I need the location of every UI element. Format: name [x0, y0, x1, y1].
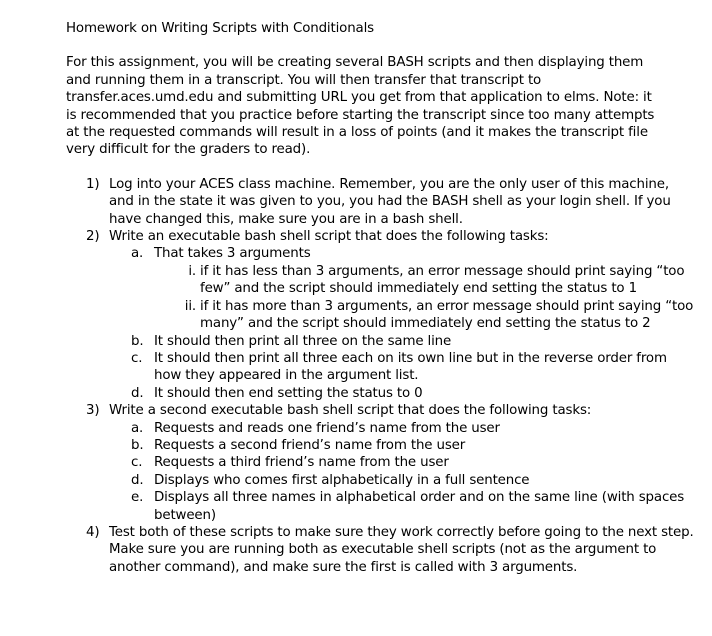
step-2-item-d-text: It should then end setting the status to 0: [154, 385, 423, 401]
step-2-item-a-sub-i: [66, 263, 696, 298]
step-3-item-c-text: Requests a third friend’s name from the user: [154, 455, 449, 471]
step-2-item-a-text: That takes 3 arguments: [154, 246, 311, 262]
step-3-item-e-text: Displays all three names in alphabetical order and on the same line (with spaces between): [154, 490, 685, 523]
step-2-item-a-sub-i-numeral: i.: [188, 263, 196, 279]
step-2-text: Write an executable bash shell script that does the following tasks:: [109, 229, 549, 245]
step-3-item-a: [66, 420, 696, 437]
step-2-item-a-sub-ii-numeral: ii.: [184, 298, 196, 314]
step-2-item-a-sub-ii-text: if it has more than 3 arguments, an error message should print saying “too many” and the script should immediately end setting the status to 2: [200, 298, 694, 332]
step-2-item-c-text: It should then print all three each on its own line but in the reverse order from how they appeared in the argument list.: [154, 350, 667, 384]
step-3-item-e-letter: e.: [131, 490, 144, 506]
step-2-number: 2): [86, 229, 100, 245]
step-2-item-a-sub-ii: [66, 298, 696, 333]
intro-paragraph: For this assignment, you will be creating several BASH scripts and then displaying them and running them in a transcript. You will then transfer that transcript to transfer.aces.umd.edu and submitting URL you get from that application to elms. Note: it is recommended that you practice before starting the transcript since too many attempts at the requested commands will result in a loss of points (and it makes the transcript file very difficult for the graders to read).: [66, 55, 655, 158]
step-4-text: Test both of these scripts to make sure they work correctly before going to the next step. Make sure you are running both as executable shell scripts (not as the argument to another command), and make sure the first is called with 3 arguments.: [109, 524, 694, 575]
step-2-item-b: [66, 333, 696, 350]
step-2-item-a-sub-i-text: if it has less than 3 arguments, an error message should print saying “too few” and the script should immediately end setting the status to 1: [200, 263, 685, 297]
step-3-item-e: [66, 489, 696, 524]
step-3-item-b-letter: b.: [131, 437, 144, 453]
step-1-number: 1): [86, 176, 100, 192]
step-3-item-d: [66, 472, 696, 489]
step-2: [66, 228, 696, 245]
step-2-item-b-text: It should then print all three on the same line: [154, 333, 452, 349]
step-3-item-c-letter: c.: [131, 455, 143, 471]
step-4: [66, 524, 696, 576]
step-3-item-c: [66, 454, 696, 471]
step-1: [66, 176, 696, 228]
step-3-item-b-text: Requests a second friend’s name from the user: [154, 437, 466, 453]
step-3-item-d-text: Displays who comes first alphabetically in a full sentence: [154, 472, 530, 488]
document-body: [66, 20, 696, 576]
step-2-item-d: [66, 385, 696, 402]
step-2-item-a: [66, 245, 696, 262]
step-1-text: Log into your ACES class machine. Remember, you are the only user of this machine, and in the state it was given to you, you had the BASH shell as your login shell. If you have changed this, make sure you are in a bash shell.: [109, 176, 671, 227]
step-2-item-a-letter: a.: [131, 246, 144, 262]
step-3: [66, 402, 696, 419]
step-3-text: Write a second executable bash shell script that does the following tasks:: [109, 403, 592, 419]
step-3-item-d-letter: d.: [131, 472, 144, 488]
step-2-item-d-letter: d.: [131, 385, 144, 401]
step-3-item-a-text: Requests and reads one friend’s name from the user: [154, 420, 500, 436]
step-4-number: 4): [86, 524, 100, 540]
document-title: Homework on Writing Scripts with Conditionals: [66, 21, 375, 36]
step-2-item-c-letter: c.: [131, 350, 143, 366]
step-3-item-a-letter: a.: [131, 420, 144, 436]
step-3-number: 3): [86, 403, 100, 419]
step-2-item-c: [66, 350, 696, 385]
step-3-item-b: [66, 437, 696, 454]
step-2-item-b-letter: b.: [131, 333, 144, 349]
